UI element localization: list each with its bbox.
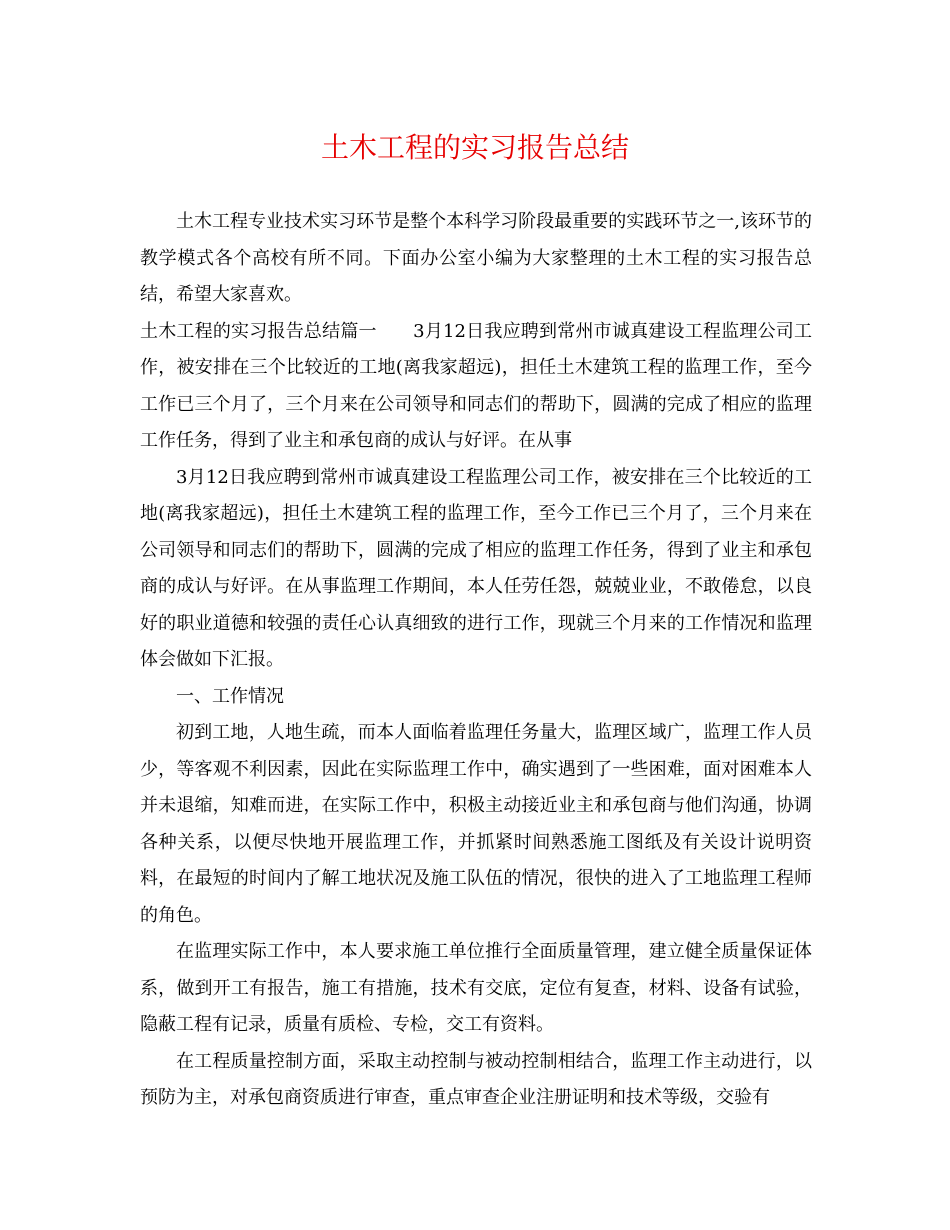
document-title: 土木工程的实习报告总结 bbox=[320, 131, 629, 164]
paragraph-quality-control: 在工程质量控制方面，采取主动控制与被动控制相结合，监理工作主动进行，以预防为主，对承包商资质进行审查，重点审查企业注册证明和技术等级，交验有 bbox=[140, 1050, 812, 1108]
paragraph-intro: 土木工程专业技术实习环节是整个本科学习阶段最重要的实践环节之一,该环节的教学模式各个高校有所不同。下面办公室小编为大家整理的土木工程的实习报告总结，希望大家喜欢。 bbox=[140, 211, 812, 305]
section-heading-work-situation: 一、工作情况 bbox=[176, 685, 284, 707]
paragraph-report-intro: 3月12日我应聘到常州市诚真建设工程监理公司工作，被安排在三个比较近的工地(离我家超远)，担任土木建筑工程的监理工作，至今工作已三个月了，三个月来在公司领导和同志们的帮助下，圆满的完成了相应的监理工作任务，得到了业主和承包商的成认与好评。在从事监理工作期间，本人任劳任怨，兢兢业业，不敢倦怠，以良好的职业道德和较强的责任心认真细致的进行工作，现就三个月来的工作情况和监理体会做如下汇报。 bbox=[140, 466, 812, 670]
paragraph-article-one-heading: 土木工程的实习报告总结篇一 3月12日我应聘到常州市诚真建设工程监理公司工作，被安排在三个比较近的工地(离我家超远)，担任土木建筑工程的监理工作，至今工作已三个月了，三个月来在公司领导和同志们的帮助下，圆满的完成了相应的监理工作任务，得到了业主和承包商的成认与好评。在从事 bbox=[140, 320, 812, 451]
paragraph-arrival: 初到工地，人地生疏，而本人面临着监理任务量大，监理区域广，监理工作人员少，等客观不利因素，因此在实际监理工作中，确实遇到了一些困难，面对困难本人并未退缩，知难而进，在实际工作中，积极主动接近业主和承包商与他们沟通，协调各种关系，以便尽快地开展监理工作，并抓紧时间熟悉施工图纸及有关设计说明资料，在最短的时间内了解工地状况及施工队伍的情况，很快的进入了工地监理工程师的角色。 bbox=[140, 722, 812, 926]
document-body bbox=[140, 204, 812, 1117]
paragraph-quality-management: 在监理实际工作中，本人要求施工单位推行全面质量管理，建立健全质量保证体系，做到开工有报告，施工有措施，技术有交底，定位有复查，材料、设备有试验，隐蔽工程有记录，质量有质检、专检，交工有资料。 bbox=[140, 941, 812, 1035]
